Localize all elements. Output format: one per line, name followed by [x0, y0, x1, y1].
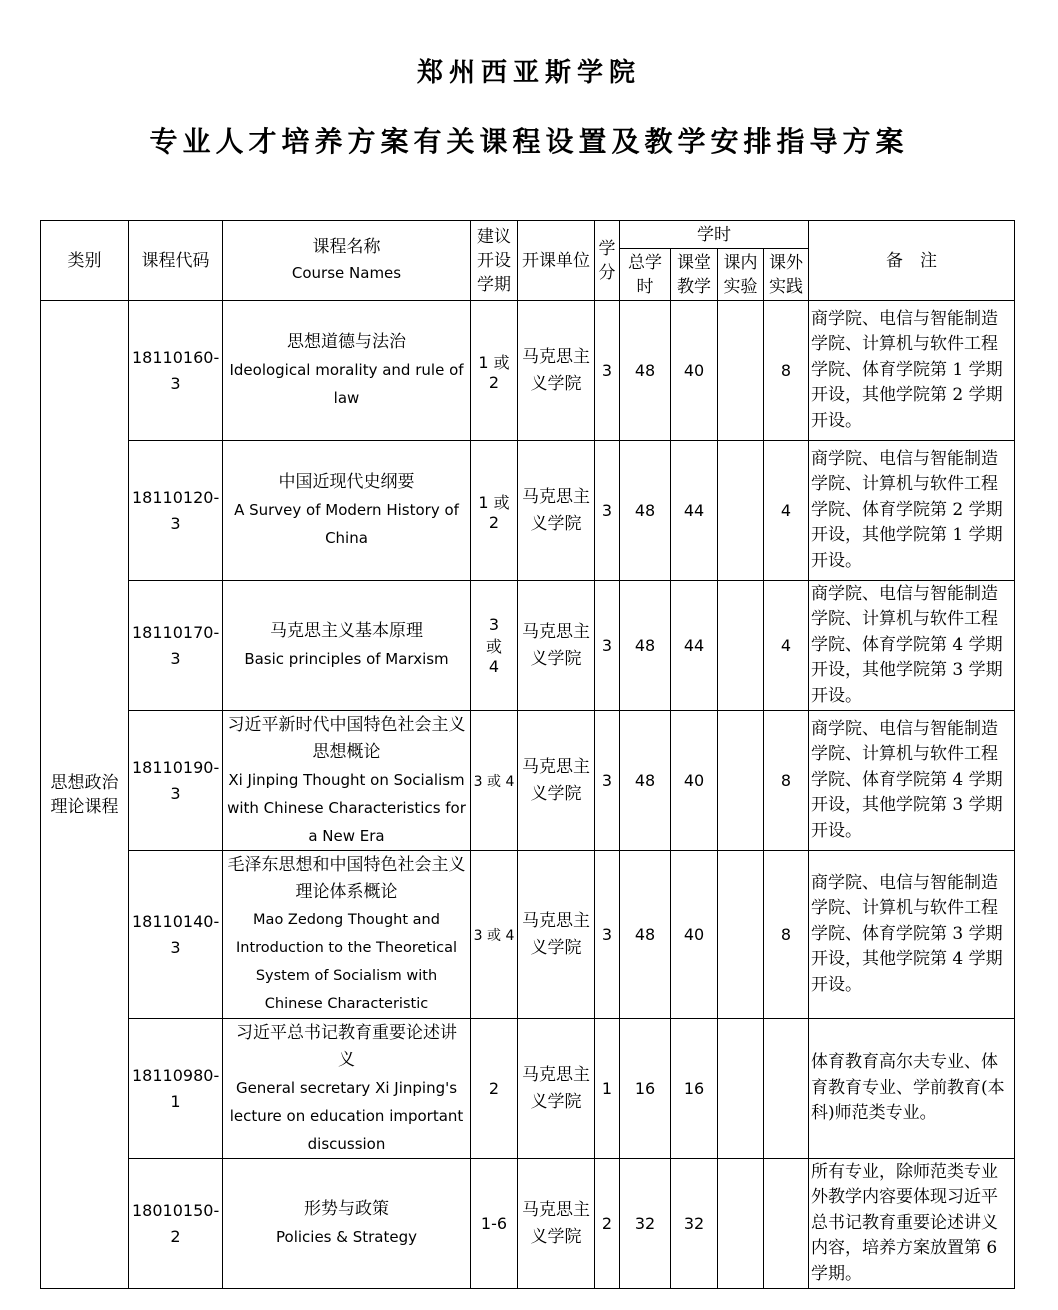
course-term: 2 [471, 1019, 518, 1159]
course-practice-hours [764, 1159, 809, 1289]
course-code: 18110140-3 [129, 851, 223, 1019]
course-name-en: A Survey of Modern History of China [234, 501, 459, 547]
course-lab-hours [718, 1159, 764, 1289]
header-name-cn: 课程名称 [312, 236, 381, 257]
course-dept: 马克思主义学院 [518, 711, 595, 851]
course-classroom-hours: 44 [671, 441, 718, 581]
course-code: 18110160-3 [129, 301, 223, 441]
course-classroom-hours: 44 [671, 581, 718, 711]
course-lab-hours [718, 711, 764, 851]
course-practice-hours: 4 [764, 581, 809, 711]
course-classroom-hours: 40 [671, 711, 718, 851]
course-name-en: General secretary Xi Jinping's lecture on education important discussion [229, 1078, 464, 1153]
course-code: 18110980-1 [129, 1019, 223, 1159]
course-term: 3 或 4 [471, 581, 518, 711]
header-total-hours: 总学时 [620, 249, 671, 301]
course-name-cn: 习近平总书记教育重要论述讲义 [236, 1022, 457, 1070]
course-classroom-hours: 32 [671, 1159, 718, 1289]
course-name-cn: 思想道德与法治 [287, 332, 406, 352]
course-classroom-hours: 16 [671, 1019, 718, 1159]
course-name-cell [223, 1019, 471, 1159]
course-term: 3 或 4 [471, 851, 518, 1019]
course-code: 18110170-3 [129, 581, 223, 711]
course-remark: 商学院、电信与智能制造学院、计算机与软件工程学院、体育学院第 2 学期开设，其他学院第 1 学期开设。 [809, 441, 1015, 581]
course-name-en: Xi Jinping Thought on Socialism with Chinese Characteristics for a New Era [227, 770, 466, 845]
course-name-en: Basic principles of Marxism [244, 650, 449, 668]
course-code: 18010150-2 [129, 1159, 223, 1289]
course-table [40, 220, 1015, 1289]
header-lab-hours: 课内实验 [718, 249, 764, 301]
course-practice-hours: 4 [764, 441, 809, 581]
document-title: 专业人才培养方案有关课程设置及教学安排指导方案 [149, 125, 909, 158]
course-remark: 商学院、电信与智能制造学院、计算机与软件工程学院、体育学院第 4 学期开设，其他学院第 3 学期开设。 [809, 711, 1015, 851]
header-category: 类别 [41, 221, 129, 301]
course-term: 1 或 2 [471, 301, 518, 441]
course-credit: 3 [595, 581, 620, 711]
course-dept: 马克思主义学院 [518, 851, 595, 1019]
course-name-cn: 马克思主义基本原理 [270, 621, 423, 641]
course-lab-hours [718, 301, 764, 441]
course-credit: 1 [595, 1019, 620, 1159]
course-name-cn: 形势与政策 [304, 1199, 389, 1219]
course-name-cell [223, 851, 471, 1019]
course-classroom-hours: 40 [671, 851, 718, 1019]
category-cell: 思想政治理论课程 [41, 301, 129, 1289]
course-remark: 商学院、电信与智能制造学院、计算机与软件工程学院、体育学院第 4 学期开设，其他学院第 3 学期开设。 [809, 581, 1015, 711]
course-credit: 3 [595, 441, 620, 581]
header-credit: 学分 [595, 221, 620, 301]
header-classroom-hours: 课堂教学 [671, 249, 718, 301]
course-name-cell [223, 301, 471, 441]
course-name-cell [223, 711, 471, 851]
course-dept: 马克思主义学院 [518, 1159, 595, 1289]
header-term: 建议开设学期 [471, 221, 518, 301]
course-dept: 马克思主义学院 [518, 301, 595, 441]
course-total-hours: 48 [620, 581, 671, 711]
course-term: 1 或 2 [471, 441, 518, 581]
course-total-hours: 48 [620, 851, 671, 1019]
course-remark: 体育教育高尔夫专业、体育教育专业、学前教育(本科)师范类专业。 [809, 1019, 1015, 1159]
course-dept: 马克思主义学院 [518, 441, 595, 581]
course-name-cn: 习近平新时代中国特色社会主义思想概论 [227, 714, 466, 762]
course-remark: 商学院、电信与智能制造学院、计算机与软件工程学院、体育学院第 3 学期开设，其他学院第 4 学期开设。 [809, 851, 1015, 1019]
header-name-en: Course Names [291, 263, 402, 282]
course-total-hours: 48 [620, 441, 671, 581]
course-credit: 2 [595, 1159, 620, 1289]
course-practice-hours: 8 [764, 711, 809, 851]
course-term: 3 或 4 [471, 711, 518, 851]
header-hours: 学时 [620, 221, 809, 249]
course-name-cell [223, 441, 471, 581]
course-code: 18110190-3 [129, 711, 223, 851]
course-total-hours: 48 [620, 301, 671, 441]
course-term: 1-6 [471, 1159, 518, 1289]
course-total-hours: 16 [620, 1019, 671, 1159]
course-name-cn: 毛泽东思想和中国特色社会主义理论体系概论 [227, 854, 466, 902]
course-dept: 马克思主义学院 [518, 1019, 595, 1159]
course-practice-hours: 8 [764, 851, 809, 1019]
header-course-name [223, 221, 471, 301]
course-name-en: Policies & Strategy [276, 1228, 417, 1246]
course-name-en: Ideological morality and rule of law [229, 361, 464, 407]
course-remark: 所有专业，除师范类专业外教学内容要体现习近平总书记教育重要论述讲义内容，培养方案放置第 6 学期。 [809, 1159, 1015, 1289]
course-total-hours: 48 [620, 711, 671, 851]
course-credit: 3 [595, 711, 620, 851]
header-code: 课程代码 [129, 221, 223, 301]
header-practice-hours: 课外实践 [764, 249, 809, 301]
school-title: 郑州西亚斯学院 [416, 58, 641, 88]
course-classroom-hours: 40 [671, 301, 718, 441]
course-credit: 3 [595, 301, 620, 441]
course-lab-hours [718, 851, 764, 1019]
course-remark: 商学院、电信与智能制造学院、计算机与软件工程学院、体育学院第 1 学期开设，其他学院第 2 学期开设。 [809, 301, 1015, 441]
course-lab-hours [718, 581, 764, 711]
header-remark: 备 注 [809, 221, 1015, 301]
course-lab-hours [718, 441, 764, 581]
course-credit: 3 [595, 851, 620, 1019]
header-dept: 开课单位 [518, 221, 595, 301]
course-code: 18110120-3 [129, 441, 223, 581]
course-practice-hours: 8 [764, 301, 809, 441]
course-dept: 马克思主义学院 [518, 581, 595, 711]
course-name-cell [223, 581, 471, 711]
course-lab-hours [718, 1019, 764, 1159]
course-practice-hours [764, 1019, 809, 1159]
course-total-hours: 32 [620, 1159, 671, 1289]
course-name-cn: 中国近现代史纲要 [278, 472, 415, 492]
course-name-en: Mao Zedong Thought and Introduction to the Theoretical System of Socialism with Chinese Characteristic [236, 911, 457, 1012]
course-name-cell [223, 1159, 471, 1289]
